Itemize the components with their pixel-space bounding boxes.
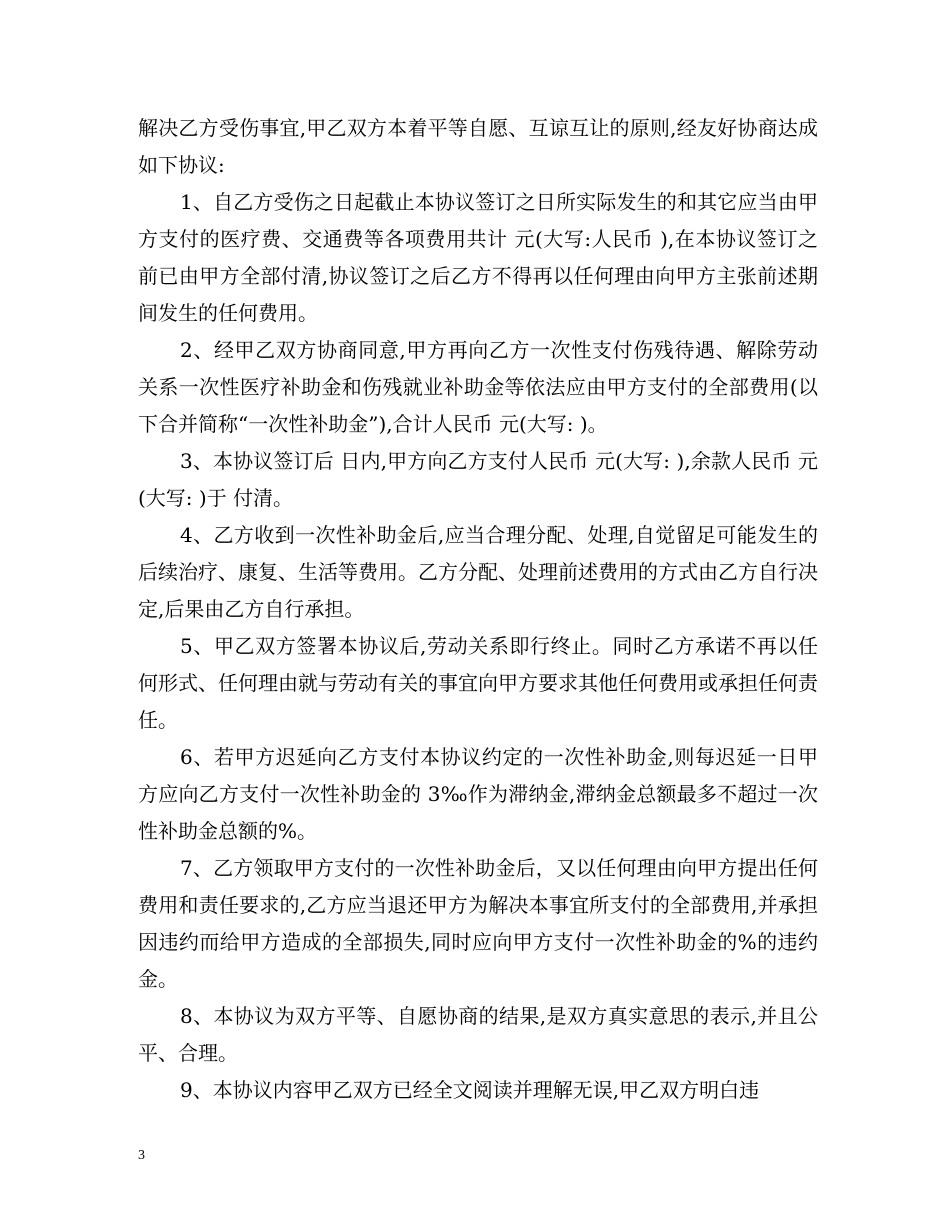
document-body (138, 110, 818, 1109)
paragraph-clause-9: 9、本协议内容甲乙双方已经全文阅读并理解无误,甲乙双方明白违 (180, 1078, 760, 1102)
paragraph-clause-8: 8、本协议为双方平等、自愿协商的结果,是双方真实意思的表示,并且公平、合理。 (138, 1004, 818, 1065)
paragraph-clause-7: 7、乙方领取甲方支付的一次性补助金后，又以任何理由向甲方提出任何费用和责任要求的,乙方应当退还甲方为解决本事宜所支付的全部费用,并承担因违约而给甲方造成的全部损失,同时应向甲方支付一次性补助金的%的违约金。 (138, 856, 818, 991)
paragraph-clause-2: 2、经甲乙双方协商同意,甲方再向乙方一次性支付伤残待遇、解除劳动关系一次性医疗补助金和伤残就业补助金等依法应由甲方支付的全部费用(以下合并简称“一次性补助金”),合计人民币 元(大写: )。 (138, 338, 818, 436)
paragraph-clause-3: 3、本协议签订后 日内,甲方向乙方支付人民币 元(大写: ),余款人民币 元(大写: )于 付清。 (138, 449, 818, 510)
page-number: 3 (138, 1148, 145, 1163)
paragraph-clause-1: 1、自乙方受伤之日起截止本协议签订之日所实际发生的和其它应当由甲方支付的医疗费、交通费等各项费用共计 元(大写:人民币 ),在本协议签订之前已由甲方全部付清,协议签订之后乙方不得再以任何理由向甲方主张前述期间发生的任何费用。 (138, 190, 818, 325)
paragraph-clause-5: 5、甲乙双方签署本协议后,劳动关系即行终止。同时乙方承诺不再以任何形式、任何理由就与劳动有关的事宜向甲方要求其他任何费用或承担任何责任。 (138, 634, 818, 732)
paragraph-clause-6: 6、若甲方迟延向乙方支付本协议约定的一次性补助金,则每迟延一日甲方应向乙方支付一次性补助金的 3‰作为滞纳金,滞纳金总额最多不超过一次性补助金总额的%。 (138, 745, 818, 843)
paragraph-clause-4: 4、乙方收到一次性补助金后,应当合理分配、处理,自觉留足可能发生的后续治疗、康复、生活等费用。乙方分配、处理前述费用的方式由乙方自行决定,后果由乙方自行承担。 (138, 523, 818, 621)
paragraph-intro: 解决乙方受伤事宜,甲乙双方本着平等自愿、互谅互让的原则,经友好协商达成如下协议: (138, 116, 818, 177)
